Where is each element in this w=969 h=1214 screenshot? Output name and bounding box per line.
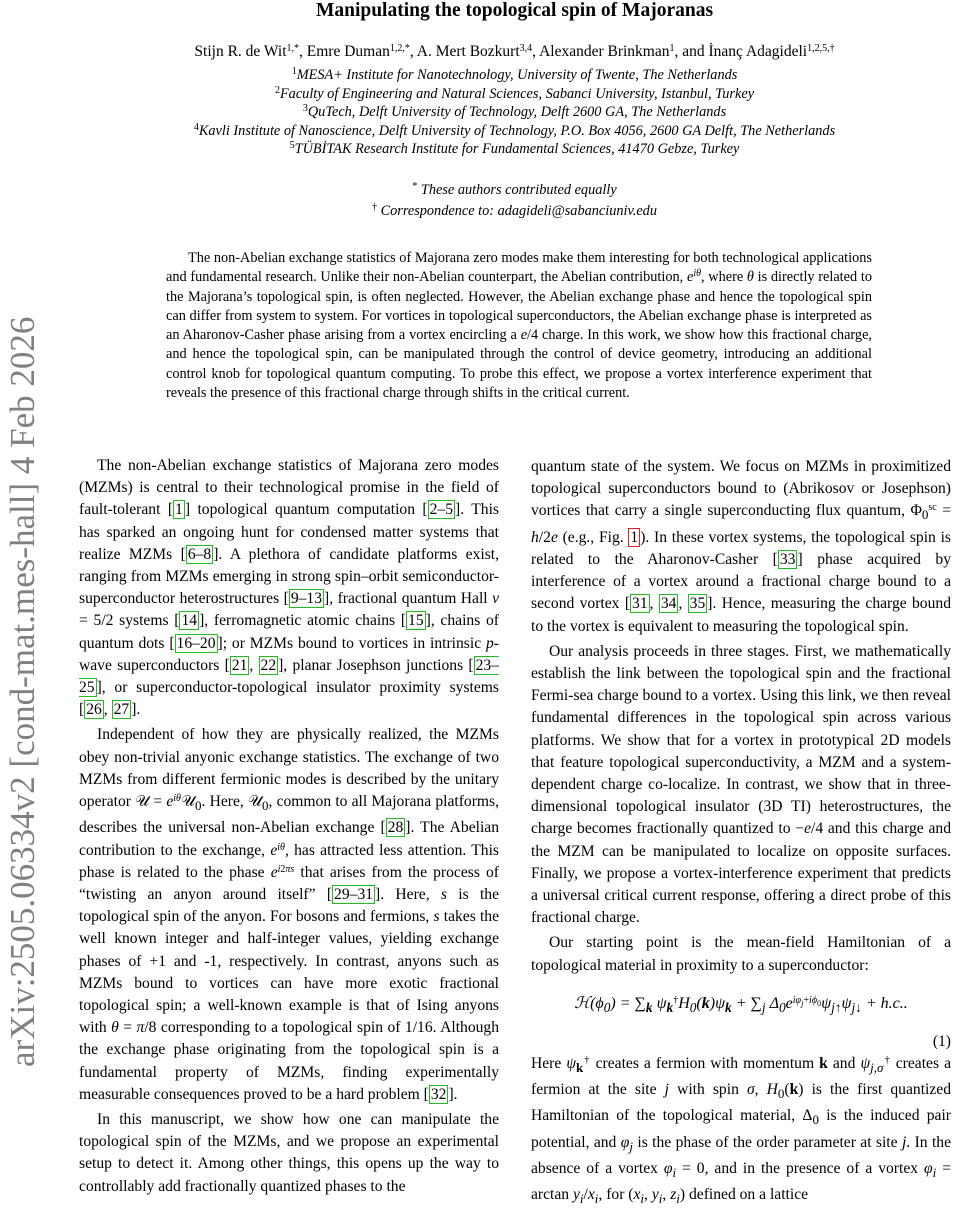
citation-link[interactable]: 26 [86,701,102,719]
equation-1 [531,983,951,1053]
citation-link[interactable]: 32 [430,1085,447,1103]
citation-link[interactable]: 35 [689,595,706,613]
figure-link[interactable]: 1 [630,528,639,546]
paper-title: Manipulating the topological spin of Majoranas [315,0,714,21]
citation-link[interactable]: 34 [660,595,677,613]
citation-link[interactable]: 1 [175,501,183,519]
author-notes [60,180,969,222]
author-name: A. Mert Bozkurt [416,43,520,60]
author-name: Alexander Brinkman [539,43,670,60]
paragraph-after-equation: Here $\psi_k^\dagger$ creates a fermion with momentum k and $\psi_{j,\sigma}^\dagger$ creates a fermion at the site j with spin σ, $H_0(k)$ is the first quantized Hamiltonian of the topological material, $\Delta_0$ is the induced pair potential, and $\varphi_j$ is the phase of the order parameter at site j. In the absence of a vortex $\varphi_i = 0$, and in the presence of a vortex $\varphi_i = \arctan y_i/x_i$, for ($x_i$, $y_i$, $z_i$) defined on a lattice [531,1054,952,1207]
citation-link[interactable]: 6–8 [187,545,212,563]
author-affiliation-mark: 3,4 [519,43,533,54]
citation-link[interactable]: 14 [181,612,198,630]
arxiv-sidebar [0,0,50,1200]
equation-body: $ℋ(\phi_0) = \sum_k$ $\psi_k^\dagger H_0(k)\psi_k + \sum_j$ $\Delta_0e^{i\varphi_j+i\phi_0}\psi_{j↑}\psi_{j↓} + h.c$.. [574,994,908,1015]
author-list: Stijn R. de Wit$^{1,*}$, Emre Duman$^{1,2,*}$, A. Mert Bozkurt$^{3,4}$, Alexander Brinkman$^1$, and İnanç Adagideli$^{1,2,5,\dagger}$ [194,43,835,60]
affiliation: $^2$Faculty of Engineering and Natural Sciences, Sabanci University, Istanbul, Turkey [274,84,755,102]
affiliation: $^3$QuTech, Delft University of Technology, Delft 2600 GA, The Netherlands [302,103,727,121]
arxiv-identifier: arXiv:2505.06334v2 [cond-mat.mes-hall] 4 Feb 2026 [3,316,42,1067]
affiliation-list [60,66,969,159]
author-note: † Correspondence to: adagideli@sabanciuniv.edu [372,202,657,219]
citation-link[interactable]: 22 [260,656,277,674]
citation-link[interactable]: 15 [408,612,424,630]
citation-link[interactable]: 33 [779,550,796,568]
author-name: Stijn R. de Wit [194,43,287,60]
equation-number: (1) [932,1032,951,1050]
citation-link[interactable]: 21 [231,656,248,674]
author-affiliation-mark: 1,2,5,† [807,43,835,54]
body-paragraph: Independent of how they are physically realized, the MZMs obey non-trivial anyonic exchange statistics. The exchange of two MZMs from different fermionic modes is described by the unitary operator 𝒰 = $e^{i\theta}𝒰_0$. Here, 𝒰$_0$, common to all Majorana platforms, describes the universal non-Abelian exchange [ 28 ]. The Abelian contribution to the exchange, $e^{i\theta}$, has attracted less attention. This phase is related to the phase $e^{i2\pi s}$ that arises from the process of “twisting an anyon around itself” [ 29–31 ]. Here, s is the topological spin of the anyon. For bosons and fermions, s takes the well known integer and half-integer values, yielding exchange phases of +1 and -1, respectively. In contrast, anyons such as MZMs bound to vortices can have more exotic fractional topological spin; a well-known example is that of Ising anyons with θ = π/8 corresponding to a topological spin of 1/16. Although the exchange phase originating from the topological spin is a fundamental property of MZMs, finding experimentally measurable consequences proved to be a hard problem [ 32 ]. [79,726,500,1103]
affiliation: $^5$TÜBİTAK Research Institute for Fundamental Sciences, 41470 Gebze, Turkey [289,140,740,158]
author-name: Emre Duman [306,43,390,60]
citation-link[interactable]: 31 [632,595,648,613]
author-name: İnanç Adagideli [708,43,808,60]
author-affiliation-mark: 1,2,* [389,43,410,54]
citation-link[interactable]: 29–31 [334,885,374,903]
author-note: * These authors contributed equally [412,181,617,198]
citation-link[interactable]: 27 [113,701,130,719]
affiliation: $^1$MESA+ Institute for Nanotechnology, University of Twente, The Netherlands [291,66,738,83]
citation-link[interactable]: 2–5 [429,501,454,519]
body-paragraph: Our analysis proceeds in three stages. First, we mathematically establish the link between the topological spin and the fractional Fermi-sea charge bound to a vortex. Using this link, we then reveal fundamental differences in the topological spin across various platforms. We show that for a vortex in prototypical 2D models that feature topological superconductivity, a MZM and a system-dependent charge co-localize. In contrast, we show that in three-dimensional topological insulator (3D TI) heterostructures, the charge becomes fractionally quantized to −e/4 and this charge and the MZM can be manipulated to localize on opposite surfaces. Finally, we propose a vortex-interference experiment that predicts a universal critical current response, offering a direct probe of this fractional charge. [531,642,951,927]
affiliation: $^4$Kavli Institute of Nanoscience, Delft University of Technology, P.O. Box 4056, 2600 GA Delft, The Netherlands [193,121,836,139]
body-paragraph: quantum state of the system. We focus on MZMs in proximitized topological superconductors bound to (Abrikosov or Josephson) vortices that carry a single superconducting flux quantum, $\Phi_0^{sc} = h/2e$ (e.g., Fig. 1 ). In these vortex systems, the topological spin is related to the Aharonov-Casher [ 33 ] phase acquired by interference of a vortex around a fractional charge bound to a second vortex [ 31 , 34 , 35 ]. Hence, measuring the charge bound to the vortex is equivalent to measuring the topological spin. [531,458,952,635]
left-column [79,455,499,1201]
author-affiliation-mark: 1 [669,43,675,54]
author-affiliation-mark: 1,* [286,43,300,54]
citation-link[interactable]: 16–20 [176,634,216,652]
abstract [166,249,872,403]
citation-link[interactable]: 28 [387,819,404,837]
abstract-text: The non-Abelian exchange statistics of Majorana zero modes make them interesting for both technological applications and fundamental research. Unlike their non-Abelian counterpart, the Abelian contribution, $e^{i\theta}$, where θ is directly related to the Majorana’s topological spin, is often neglected. However, the Abelian exchange phase and hence the topological spin can differ from system to system. For vortices in topological superconductors, the Abelian exchange phase is interpreted as an Aharonov-Casher phase arising from a vortex encircling a e/4 charge. In this work, we show how this fractional charge, and hence the topological spin, can be manipulated through the control of device geometry, introducing an additional control knob for topological quantum computing. To probe this effect, we propose a vortex interference experiment that reveals the presence of this fractional charge through shifts in the critical current. [166,250,872,402]
citation-link[interactable]: 23–25 [79,656,499,697]
citation-link[interactable]: 9–13 [290,590,323,608]
body-paragraph: The non-Abelian exchange statistics of Majorana zero modes (MZMs) is central to their technological promise in the field of fault-tolerant [ 1 ] topological quantum computation [ 2–5 ]. This has sparked an ongoing hunt for condensed matter systems that realize MZMs [ 6–8 ]. A plethora of candidate platforms exist, ranging from MZMs emerging in strong spin–orbit semiconductor-superconductor heterostructures [ 9–13 ], fractional quantum Hall ν = 5/2 systems [ 14 ], ferromagnetic atomic chains [ 15 ], chains of quantum dots [ 16–20 ]; or MZMs bound to vortices in intrinsic p-wave superconductors [ 21 , 22 ], planar Josephson junctions [ 23–25 ], or superconductor-topological insulator proximity systems [ 26 , 27 ]. [79,457,499,719]
right-column [531,456,951,1214]
body-paragraph: In this manuscript, we show how one can manipulate the topological spin of the MZMs, and we propose an experimental setup to detect it. Among other things, this opens up the way to controllably add fractionally quantized phases to the [79,1111,499,1195]
body-paragraph: Our starting point is the mean-field Hamiltonian of a topological material in proximity to a superconductor: [531,934,951,974]
